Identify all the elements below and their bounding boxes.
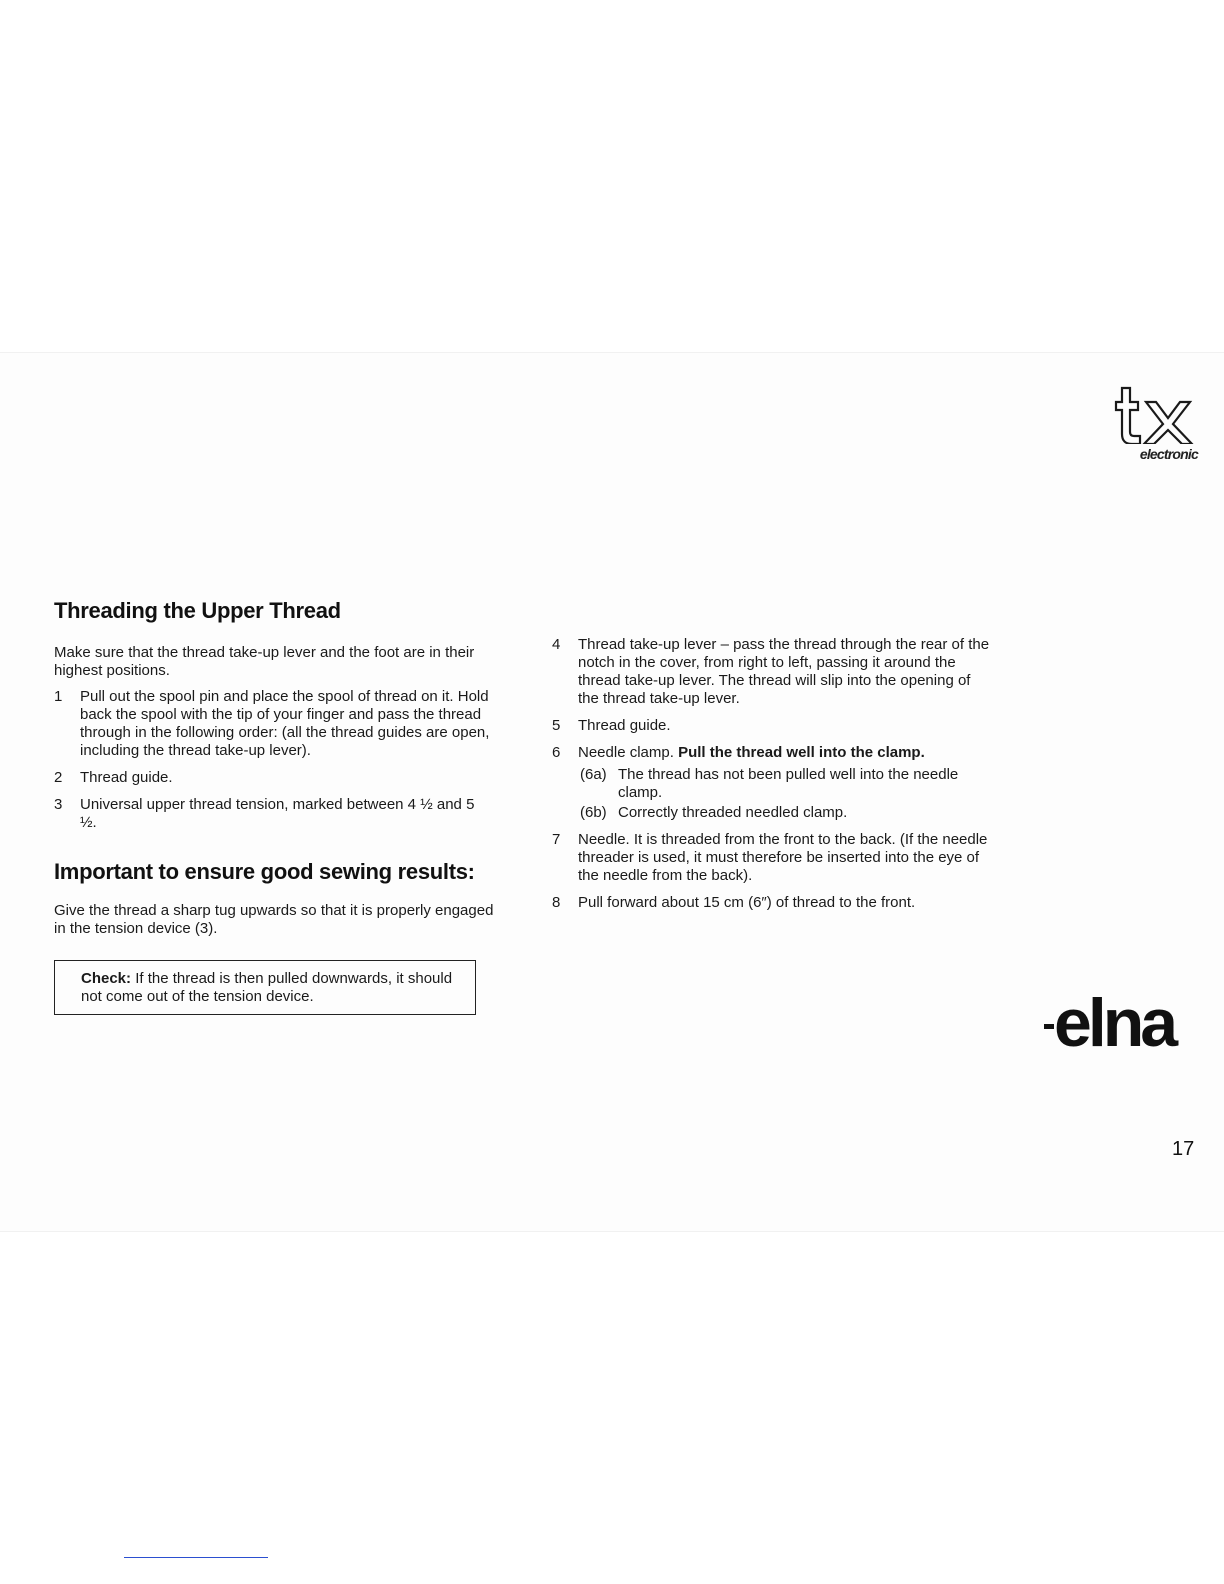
check-label: Check: (81, 970, 132, 987)
step-number: 1 (54, 688, 63, 705)
check-note-box (54, 960, 476, 1015)
step-text: Thread guide. (578, 717, 671, 734)
sub-step-text: Correctly threaded needled clamp. (618, 804, 848, 821)
step-text: Thread guide. (80, 769, 173, 786)
left-column (54, 598, 494, 1015)
step-item (552, 636, 992, 708)
page-number: 17 (1172, 1138, 1195, 1160)
step-text: Universal upper thread tension, marked between 4 ½ and 5 ½. (80, 796, 475, 831)
sub-step-text: The thread has not been pulled well into the needle clamp. (618, 766, 959, 801)
step-text: Pull forward about 15 cm (6″) of thread to the front. (578, 894, 916, 911)
step-text: Needle. It is threaded from the front to the back. (If the needle threader is used, it must therefore be inserted into the eye of the needle from the back). (578, 831, 988, 884)
sub-step-item (580, 766, 992, 802)
important-paragraph: Give the thread a sharp tug upwards so that it is properly engaged in the tension device (3). (54, 902, 494, 937)
bottom-rule-line (124, 1557, 268, 1558)
right-column (552, 636, 992, 921)
sub-step-number: (6a) (580, 766, 607, 783)
step-item (552, 717, 992, 735)
step-text (578, 744, 992, 762)
step-item (54, 688, 494, 760)
sub-steps-list (552, 766, 992, 822)
steps-list-left (54, 688, 494, 832)
step-number: 4 (552, 636, 561, 653)
elna-logo (1040, 990, 1200, 1060)
sub-step-number: (6b) (580, 804, 607, 821)
step-text-emphasis: Pull the thread well into the clamp. (678, 744, 925, 761)
step-item (552, 744, 992, 762)
step-number: 7 (552, 831, 561, 848)
tx-logo-subtitle: electronic (1139, 446, 1198, 462)
check-text: If the thread is then pulled downwards, it should not come out of the tension device. (81, 970, 453, 1005)
step-number: 6 (552, 744, 561, 761)
step-item (552, 831, 992, 885)
step-text: Thread take-up lever – pass the thread through the rear of the notch in the cover, from right to left, passing it around the thread take-up lever. The thread will slip into the opening of the thread take-up lever. (578, 636, 990, 707)
svg-text:elna: elna (1054, 990, 1175, 1060)
sub-step-item (580, 804, 992, 822)
step-text: Pull out the spool pin and place the spool of thread on it. Hold back the spool with the tip of your finger and pass the thread through in the following order: (all the thread guides are open, including the thread take-up lever). (80, 688, 490, 759)
step-item (54, 769, 494, 787)
tx-logo-mark (1112, 384, 1198, 444)
intro-paragraph: Make sure that the thread take-up lever and the foot are in their highest positions. (54, 644, 475, 679)
step-item (54, 796, 494, 832)
step-number: 3 (54, 796, 63, 813)
step-item (552, 894, 992, 912)
important-heading: Important to ensure good sewing results: (54, 859, 475, 884)
step-text-regular: Needle clamp. (578, 744, 674, 761)
page-title: Threading the Upper Thread (54, 598, 341, 623)
step-number: 2 (54, 769, 63, 786)
step-number: 5 (552, 717, 561, 734)
tx-electronic-logo (1112, 384, 1198, 464)
step-number: 8 (552, 894, 561, 911)
